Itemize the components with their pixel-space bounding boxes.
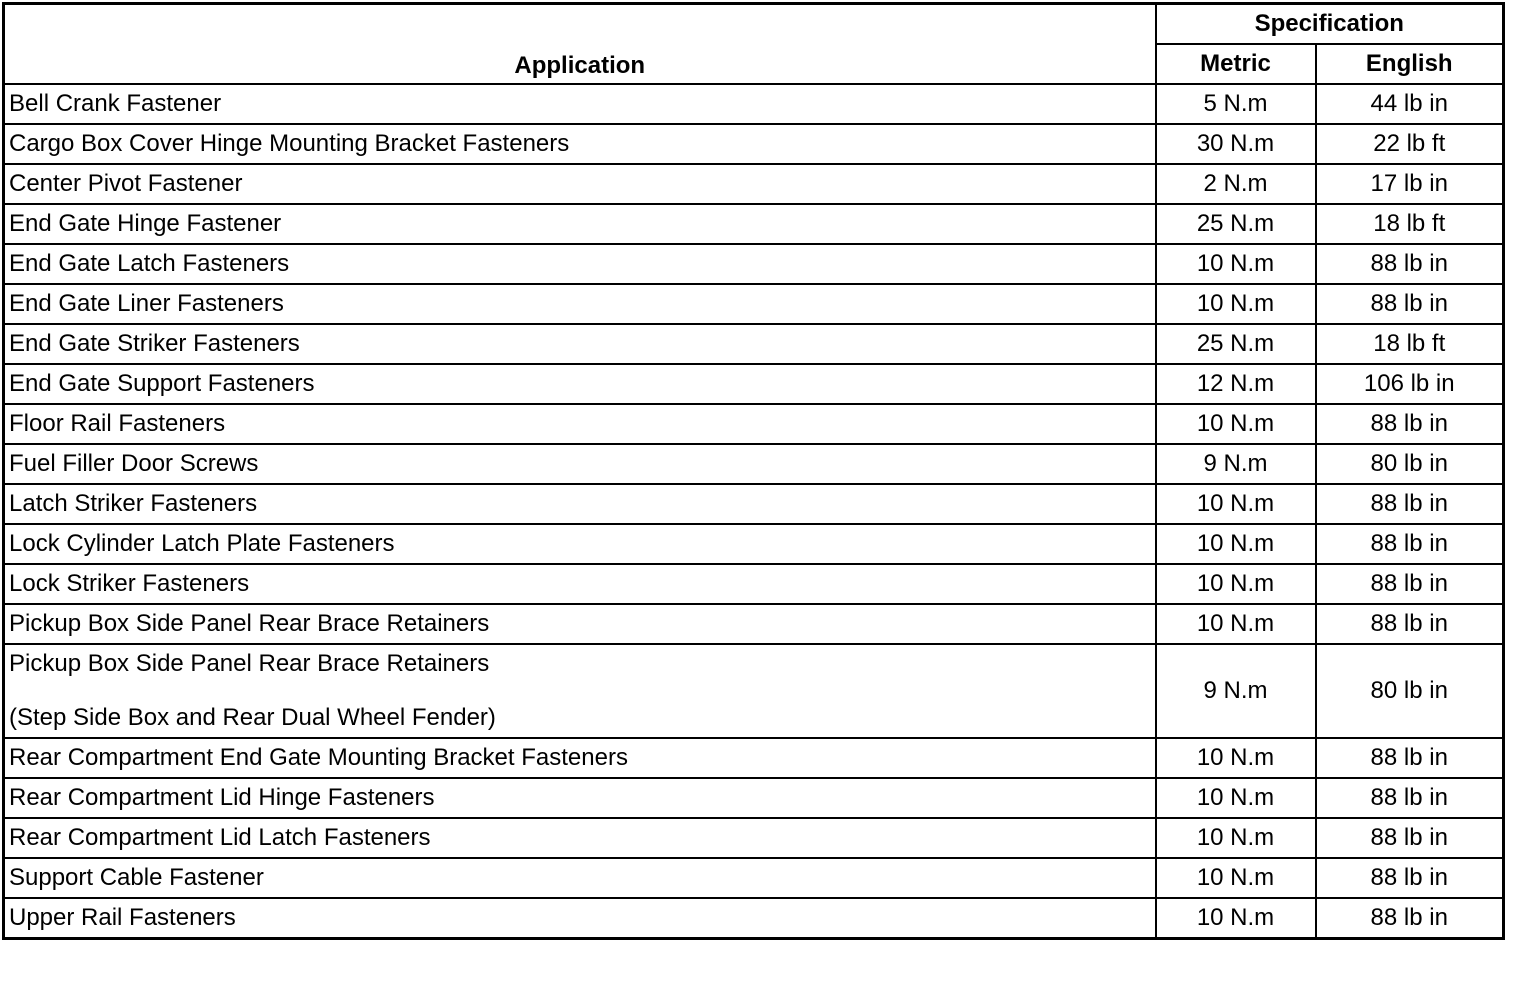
application-cell: End Gate Liner Fasteners bbox=[4, 284, 1156, 324]
metric-cell: 12 N.m bbox=[1156, 364, 1316, 404]
header-english: English bbox=[1316, 44, 1504, 84]
application-cell: Lock Cylinder Latch Plate Fasteners bbox=[4, 524, 1156, 564]
application-cell: Pickup Box Side Panel Rear Brace Retainers bbox=[4, 604, 1156, 644]
english-cell: 88 lb in bbox=[1316, 858, 1504, 898]
metric-cell: 25 N.m bbox=[1156, 204, 1316, 244]
table-row bbox=[4, 444, 1504, 484]
application-cell: Upper Rail Fasteners bbox=[4, 898, 1156, 939]
table-row bbox=[4, 364, 1504, 404]
english-cell: 88 lb in bbox=[1316, 524, 1504, 564]
metric-cell: 25 N.m bbox=[1156, 324, 1316, 364]
metric-cell: 30 N.m bbox=[1156, 124, 1316, 164]
application-cell: Rear Compartment Lid Hinge Fasteners bbox=[4, 778, 1156, 818]
metric-cell: 10 N.m bbox=[1156, 778, 1316, 818]
application-cell: End Gate Striker Fasteners bbox=[4, 324, 1156, 364]
application-cell bbox=[4, 644, 1156, 738]
application-cell: Cargo Box Cover Hinge Mounting Bracket Fasteners bbox=[4, 124, 1156, 164]
table-row bbox=[4, 858, 1504, 898]
metric-cell: 2 N.m bbox=[1156, 164, 1316, 204]
english-cell: 88 lb in bbox=[1316, 604, 1504, 644]
english-cell: 88 lb in bbox=[1316, 484, 1504, 524]
table-row bbox=[4, 324, 1504, 364]
application-note: (Step Side Box and Rear Dual Wheel Fender) bbox=[9, 704, 496, 731]
table-row bbox=[4, 564, 1504, 604]
metric-cell: 9 N.m bbox=[1156, 644, 1316, 738]
table-row bbox=[4, 524, 1504, 564]
metric-cell: 10 N.m bbox=[1156, 284, 1316, 324]
metric-cell: 10 N.m bbox=[1156, 898, 1316, 939]
metric-cell: 10 N.m bbox=[1156, 604, 1316, 644]
table-row bbox=[4, 404, 1504, 444]
english-cell: 88 lb in bbox=[1316, 898, 1504, 939]
table-row bbox=[4, 738, 1504, 778]
table-row bbox=[4, 244, 1504, 284]
english-cell: 106 lb in bbox=[1316, 364, 1504, 404]
table-row bbox=[4, 204, 1504, 244]
english-cell: 18 lb ft bbox=[1316, 204, 1504, 244]
metric-cell: 10 N.m bbox=[1156, 858, 1316, 898]
metric-cell: 10 N.m bbox=[1156, 404, 1316, 444]
metric-cell: 10 N.m bbox=[1156, 244, 1316, 284]
application-cell: Rear Compartment End Gate Mounting Bracket Fasteners bbox=[4, 738, 1156, 778]
english-cell: 88 lb in bbox=[1316, 564, 1504, 604]
application-cell: Bell Crank Fastener bbox=[4, 84, 1156, 124]
header-application: Application bbox=[4, 4, 1156, 85]
table-row bbox=[4, 778, 1504, 818]
english-cell: 88 lb in bbox=[1316, 778, 1504, 818]
application-cell: Fuel Filler Door Screws bbox=[4, 444, 1156, 484]
english-cell: 22 lb ft bbox=[1316, 124, 1504, 164]
metric-cell: 9 N.m bbox=[1156, 444, 1316, 484]
application-cell: End Gate Hinge Fastener bbox=[4, 204, 1156, 244]
header-row-top bbox=[4, 4, 1504, 45]
english-cell: 88 lb in bbox=[1316, 738, 1504, 778]
table-row bbox=[4, 484, 1504, 524]
english-cell: 88 lb in bbox=[1316, 284, 1504, 324]
application-cell: Latch Striker Fasteners bbox=[4, 484, 1156, 524]
table-row bbox=[4, 164, 1504, 204]
application-cell: Center Pivot Fastener bbox=[4, 164, 1156, 204]
header-specification: Specification bbox=[1156, 4, 1504, 45]
torque-specification-table bbox=[2, 2, 1505, 940]
application-cell: Rear Compartment Lid Latch Fasteners bbox=[4, 818, 1156, 858]
metric-cell: 10 N.m bbox=[1156, 524, 1316, 564]
english-cell: 88 lb in bbox=[1316, 244, 1504, 284]
metric-cell: 10 N.m bbox=[1156, 484, 1316, 524]
metric-cell: 10 N.m bbox=[1156, 738, 1316, 778]
english-cell: 80 lb in bbox=[1316, 444, 1504, 484]
english-cell: 88 lb in bbox=[1316, 404, 1504, 444]
english-cell: 88 lb in bbox=[1316, 818, 1504, 858]
application-cell: Support Cable Fastener bbox=[4, 858, 1156, 898]
table-row bbox=[4, 818, 1504, 858]
header-metric: Metric bbox=[1156, 44, 1316, 84]
english-cell: 17 lb in bbox=[1316, 164, 1504, 204]
table-row bbox=[4, 644, 1504, 738]
table-row bbox=[4, 604, 1504, 644]
english-cell: 80 lb in bbox=[1316, 644, 1504, 738]
table-row bbox=[4, 898, 1504, 939]
english-cell: 18 lb ft bbox=[1316, 324, 1504, 364]
application-cell: Floor Rail Fasteners bbox=[4, 404, 1156, 444]
application-cell: Lock Striker Fasteners bbox=[4, 564, 1156, 604]
english-cell: 44 lb in bbox=[1316, 84, 1504, 124]
application-cell: End Gate Support Fasteners bbox=[4, 364, 1156, 404]
metric-cell: 10 N.m bbox=[1156, 818, 1316, 858]
metric-cell: 5 N.m bbox=[1156, 84, 1316, 124]
application-cell: End Gate Latch Fasteners bbox=[4, 244, 1156, 284]
application-text: Pickup Box Side Panel Rear Brace Retainers bbox=[9, 650, 490, 677]
table-row bbox=[4, 284, 1504, 324]
table-row bbox=[4, 124, 1504, 164]
metric-cell: 10 N.m bbox=[1156, 564, 1316, 604]
table-row bbox=[4, 84, 1504, 124]
